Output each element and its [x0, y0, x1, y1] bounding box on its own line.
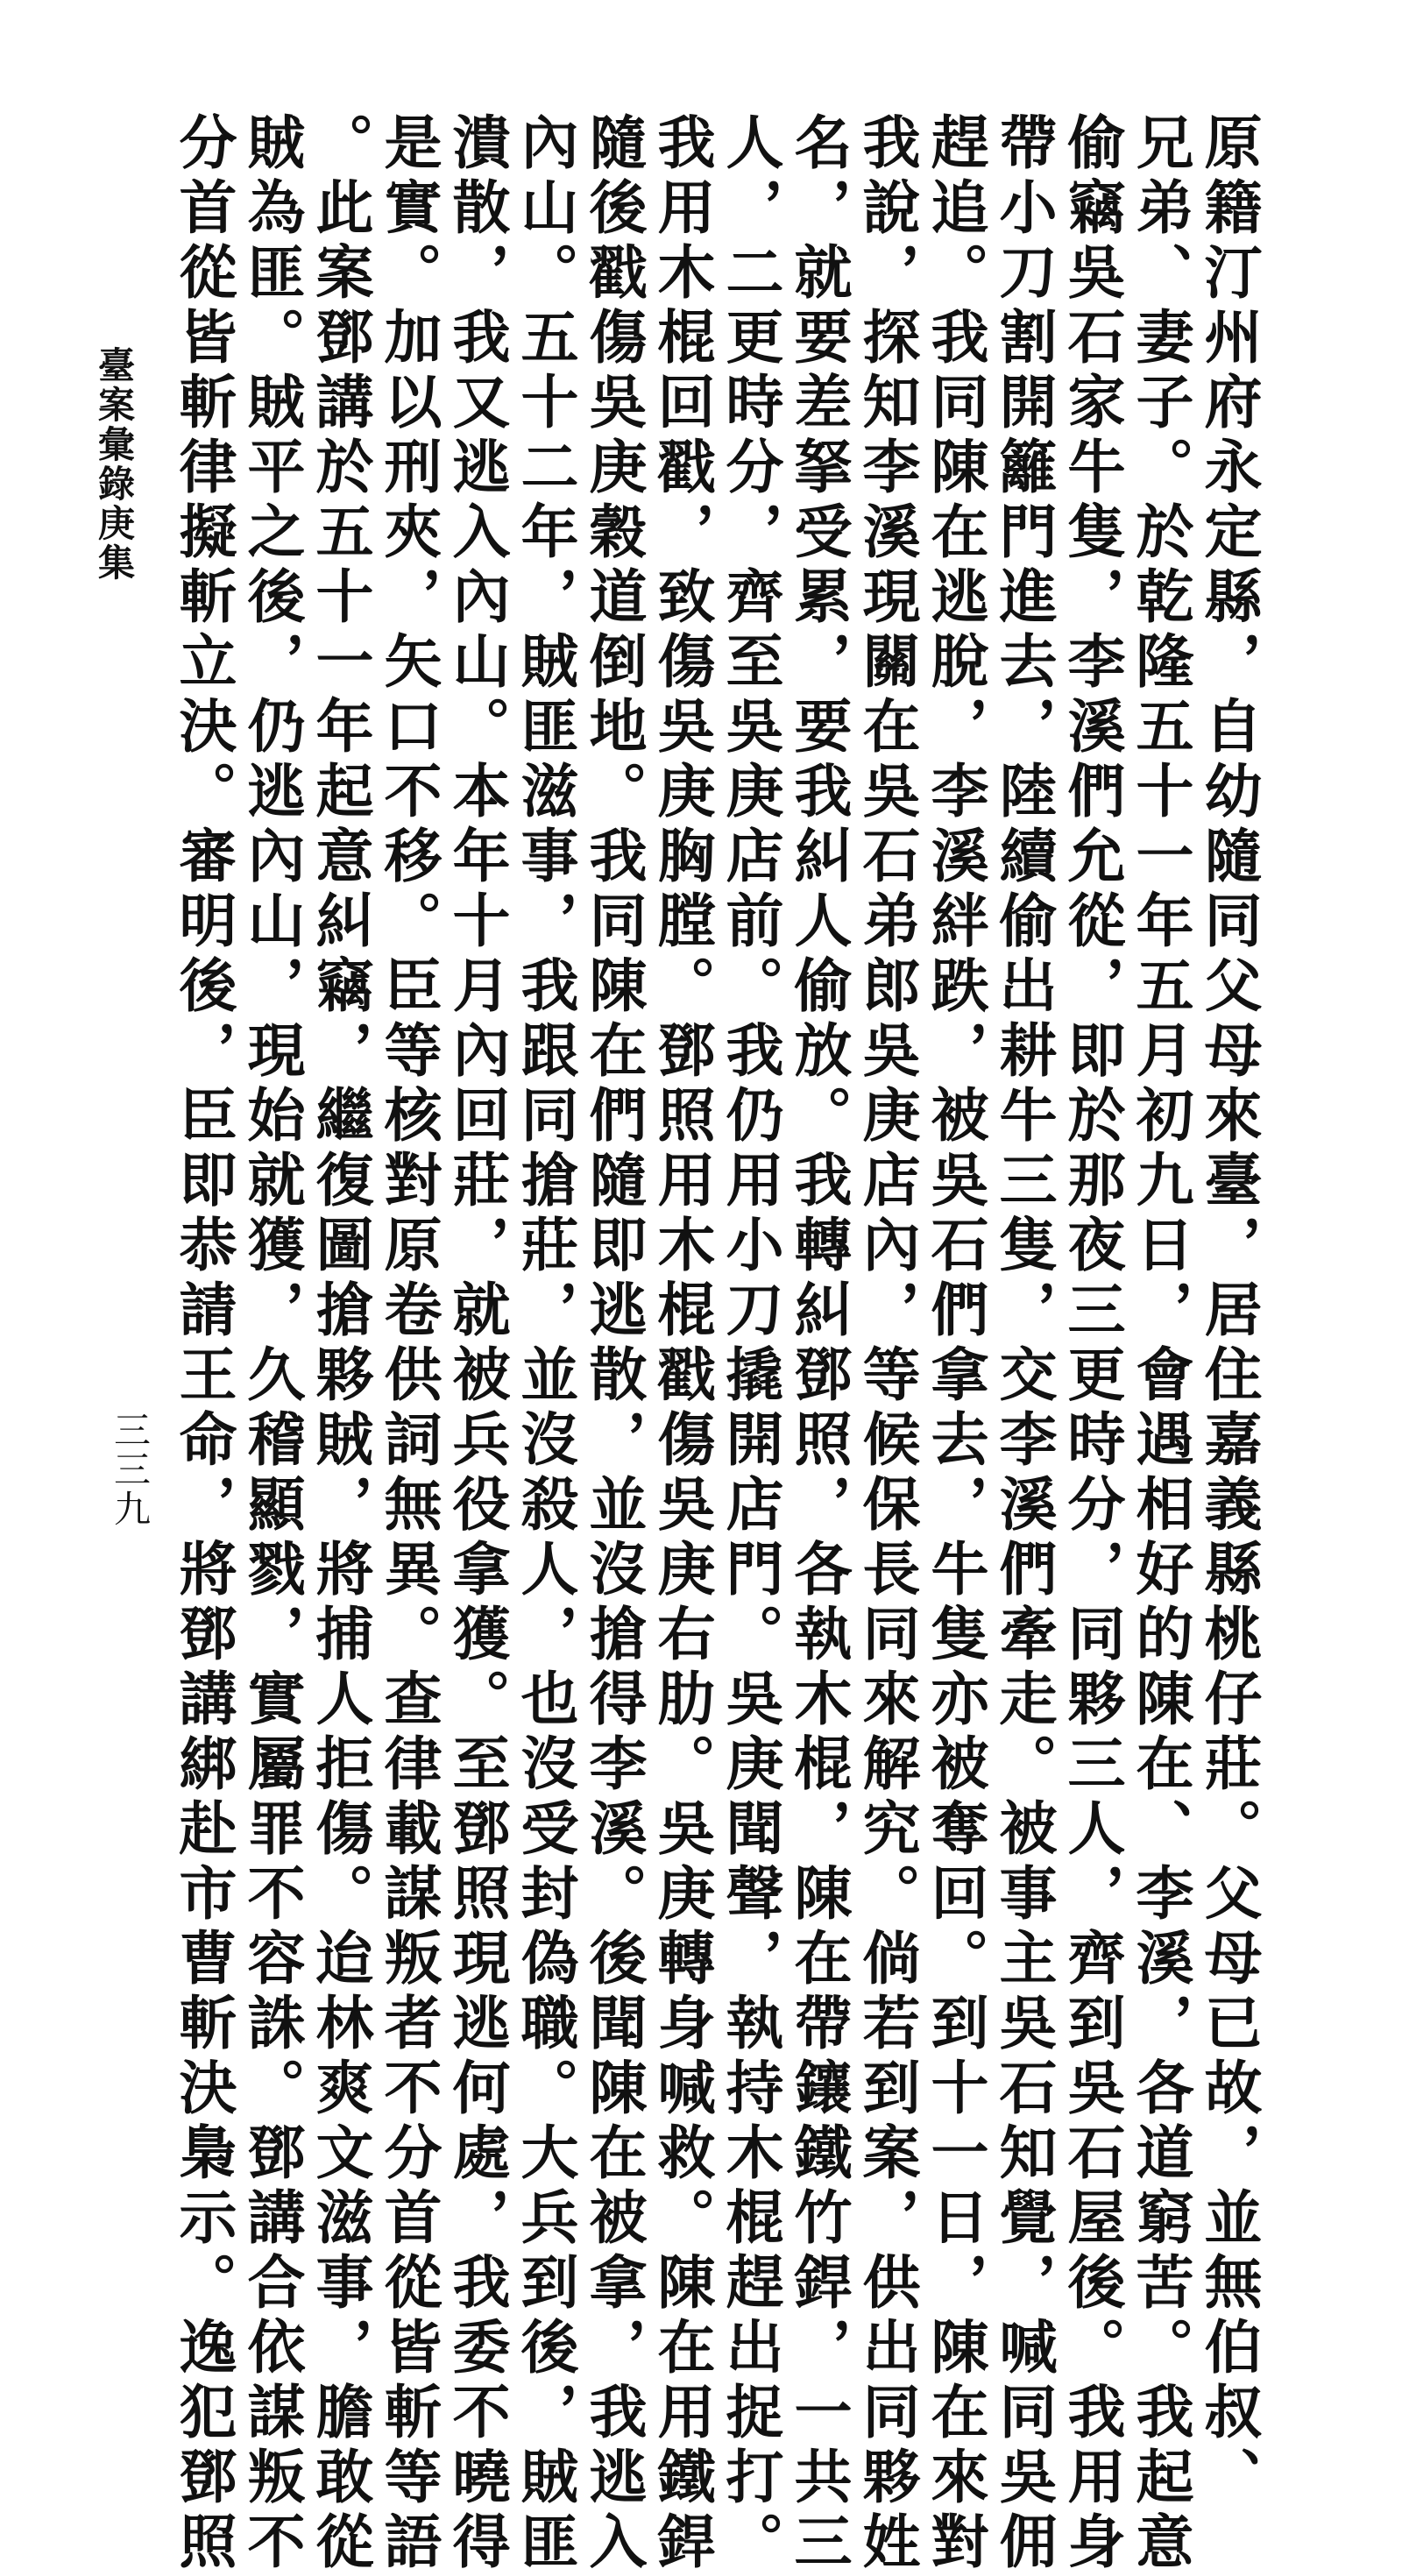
running-head: 臺案彙錄庚集	[93, 346, 136, 583]
text-column: 我用木棍回戳，致傷吳庚胸膛。鄧照用木棍戳傷吳庚右肋。吳庚轉身喊救。陳在用鐵銲	[648, 112, 716, 2576]
text-column: 趕追。我同陳在逃脫，李溪絆跌，被吳石們拿去，牛隻亦被奪回。到十一日，陳在來對	[921, 112, 989, 2576]
text-column: 隨後戳傷吳庚穀道倒地。我同陳在們隨即逃散，並沒搶得李溪。後聞陳在被拿，我逃入	[579, 112, 648, 2576]
text-column: 偷竊吳石家牛隻，李溪們允從，即於那夜三更時分，同夥三人，齊到吳石屋後。我用身	[1058, 112, 1126, 2576]
body-text	[169, 112, 1263, 2576]
text-column: 原籍汀州府永定縣，自幼隨同父母來臺，居住嘉義縣桃仔莊。父母已故，並無伯叔、	[1194, 112, 1263, 2511]
text-column: 。此案鄧講於五十一年起意糾竊，繼復圖搶夥賊，將捕人拒傷。迨林爽文滋事，膽敢從	[306, 112, 374, 2576]
text-column: 內山。五十二年，賊匪滋事，我跟同搶莊，並沒殺人，也沒受封偽職。大兵到後，賊匪	[511, 112, 579, 2576]
text-column: 分首從皆斬律擬斬立決。審明後，臣即恭請王命，將鄧講綁赴市曹斬決梟示。逸犯鄧照	[169, 112, 237, 2576]
page-number: 三三九	[109, 1411, 152, 1529]
text-column: 我說，探知李溪現關在吳石弟郎吳庚店內，等候保長同來解究。倘若到案，供出同夥姓	[853, 112, 921, 2576]
text-column: 人，二更時分，齊至吳庚店前。我仍用小刀撬開店門。吳庚聞聲，執持木棍趕出捉打。	[716, 112, 784, 2576]
text-column: 帶小刀割開籬門進去，陸續偷出耕牛三隻，交李溪們牽走。被事主吳石知覺，喊同吳佣	[989, 112, 1058, 2576]
text-column: 賊為匪。賊平之後，仍逃內山，現始就獲，久稽顯戮，實屬罪不容誅。鄧講合依謀叛不	[237, 112, 306, 2576]
text-column: 是實。加以刑夾，矢口不移。臣等核對原卷供詞無異。查律載謀叛者不分首從皆斬等語	[374, 112, 443, 2576]
text-column: 潰散，我又逃入內山。本年十月內回莊，就被兵役拿獲。至鄧照現逃何處，我委不曉得	[443, 112, 511, 2576]
text-column: 名，就要差拏受累，要我糾人偷放。我轉糾鄧照，各執木棍，陳在帶鑲鐵竹銲，一共三	[784, 112, 853, 2576]
text-column: 兄弟、妻子。於乾隆五十一年五月初九日，會遇相好的陳在、李溪，各道窮苦。我起意	[1126, 112, 1194, 2576]
